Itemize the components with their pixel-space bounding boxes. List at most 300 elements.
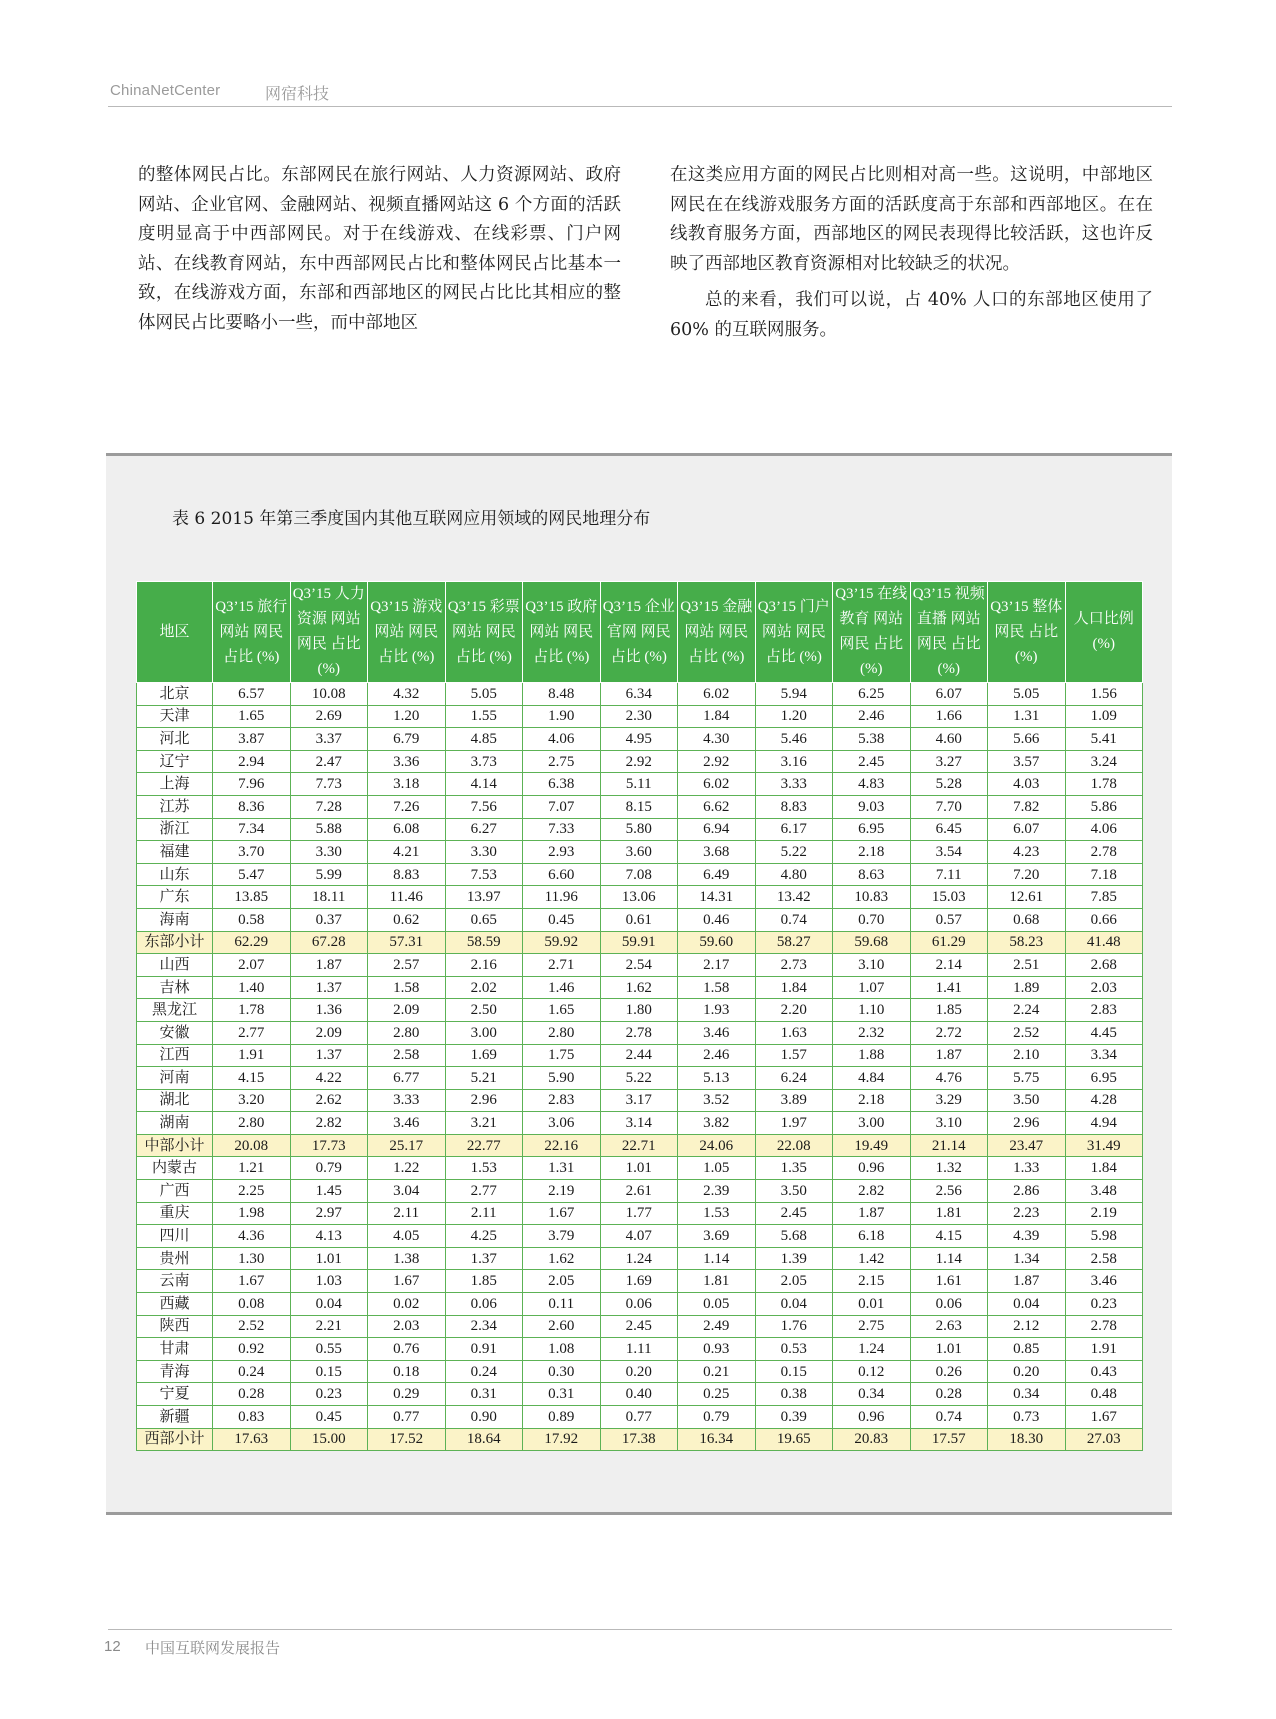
value-cell: 3.30 (445, 841, 523, 864)
table-row (137, 1157, 1143, 1180)
value-cell: 2.83 (1065, 999, 1143, 1022)
value-cell: 5.99 (290, 863, 368, 886)
value-cell: 27.03 (1065, 1428, 1143, 1451)
value-cell: 2.39 (678, 1180, 756, 1203)
value-cell: 2.15 (833, 1270, 911, 1293)
value-cell: 4.07 (600, 1225, 678, 1248)
value-cell: 3.10 (833, 954, 911, 977)
value-cell: 1.37 (445, 1247, 523, 1270)
value-cell: 0.06 (445, 1293, 523, 1316)
value-cell: 2.50 (445, 999, 523, 1022)
region-cell: 云南 (137, 1270, 213, 1293)
value-cell: 0.76 (368, 1338, 446, 1361)
header-cell: Q3’15 企业官网 网民占比 (%) (600, 582, 678, 683)
value-cell: 0.05 (678, 1293, 756, 1316)
value-cell: 17.92 (523, 1428, 601, 1451)
value-cell: 1.46 (523, 976, 601, 999)
value-cell: 0.79 (678, 1406, 756, 1429)
value-cell: 2.05 (523, 1270, 601, 1293)
value-cell: 3.70 (213, 841, 291, 864)
table-row (137, 773, 1143, 796)
value-cell: 5.22 (755, 841, 833, 864)
value-cell: 0.57 (910, 908, 988, 931)
value-cell: 4.94 (1065, 1112, 1143, 1135)
value-cell: 2.25 (213, 1180, 291, 1203)
value-cell: 0.96 (833, 1406, 911, 1429)
value-cell: 8.15 (600, 795, 678, 818)
value-cell: 1.01 (600, 1157, 678, 1180)
value-cell: 2.63 (910, 1315, 988, 1338)
value-cell: 0.55 (290, 1338, 368, 1361)
value-cell: 3.87 (213, 728, 291, 751)
value-cell: 67.28 (290, 931, 368, 954)
value-cell: 2.34 (445, 1315, 523, 1338)
value-cell: 1.30 (213, 1247, 291, 1270)
value-cell: 2.54 (600, 954, 678, 977)
value-cell: 0.15 (755, 1360, 833, 1383)
table-panel (106, 453, 1172, 1515)
value-cell: 1.69 (600, 1270, 678, 1293)
value-cell: 6.25 (833, 683, 911, 706)
value-cell: 5.38 (833, 728, 911, 751)
value-cell: 3.46 (678, 1021, 756, 1044)
value-cell: 6.38 (523, 773, 601, 796)
region-cell: 宁夏 (137, 1383, 213, 1406)
value-cell: 6.24 (755, 1067, 833, 1090)
value-cell: 18.30 (988, 1428, 1066, 1451)
value-cell: 1.62 (523, 1247, 601, 1270)
value-cell: 2.44 (600, 1044, 678, 1067)
header-cell: Q3’15 政府网站 网民占比 (%) (523, 582, 601, 683)
value-cell: 24.06 (678, 1134, 756, 1157)
value-cell: 3.37 (290, 728, 368, 751)
value-cell: 2.16 (445, 954, 523, 977)
region-cell: 辽宁 (137, 750, 213, 773)
value-cell: 4.76 (910, 1067, 988, 1090)
value-cell: 2.80 (213, 1112, 291, 1135)
value-cell: 7.70 (910, 795, 988, 818)
header-cell: Q3’15 视频直播 网站网民 占比 (%) (910, 582, 988, 683)
value-cell: 6.57 (213, 683, 291, 706)
value-cell: 0.34 (988, 1383, 1066, 1406)
table-row (137, 1247, 1143, 1270)
region-cell: 新疆 (137, 1406, 213, 1429)
value-cell: 0.45 (290, 1406, 368, 1429)
value-cell: 17.73 (290, 1134, 368, 1157)
value-cell: 5.88 (290, 818, 368, 841)
value-cell: 3.27 (910, 750, 988, 773)
value-cell: 1.84 (678, 705, 756, 728)
value-cell: 1.21 (213, 1157, 291, 1180)
value-cell: 5.41 (1065, 728, 1143, 751)
value-cell: 1.69 (445, 1044, 523, 1067)
value-cell: 19.49 (833, 1134, 911, 1157)
region-cell: 四川 (137, 1225, 213, 1248)
value-cell: 23.47 (988, 1134, 1066, 1157)
value-cell: 4.05 (368, 1225, 446, 1248)
value-cell: 0.23 (1065, 1293, 1143, 1316)
region-cell: 上海 (137, 773, 213, 796)
value-cell: 0.20 (988, 1360, 1066, 1383)
value-cell: 3.48 (1065, 1180, 1143, 1203)
value-cell: 19.65 (755, 1428, 833, 1451)
value-cell: 0.65 (445, 908, 523, 931)
value-cell: 1.58 (678, 976, 756, 999)
value-cell: 1.10 (833, 999, 911, 1022)
value-cell: 1.87 (290, 954, 368, 977)
value-cell: 3.04 (368, 1180, 446, 1203)
value-cell: 2.61 (600, 1180, 678, 1203)
table-row (137, 1338, 1143, 1361)
value-cell: 5.68 (755, 1225, 833, 1248)
value-cell: 41.48 (1065, 931, 1143, 954)
value-cell: 22.77 (445, 1134, 523, 1157)
region-cell: 贵州 (137, 1247, 213, 1270)
region-cell: 青海 (137, 1360, 213, 1383)
value-cell: 0.93 (678, 1338, 756, 1361)
table-row (137, 1044, 1143, 1067)
value-cell: 0.43 (1065, 1360, 1143, 1383)
value-cell: 8.48 (523, 683, 601, 706)
value-cell: 0.62 (368, 908, 446, 931)
value-cell: 1.67 (368, 1270, 446, 1293)
table-row (137, 976, 1143, 999)
value-cell: 2.72 (910, 1021, 988, 1044)
value-cell: 57.31 (368, 931, 446, 954)
value-cell: 3.29 (910, 1089, 988, 1112)
value-cell: 5.05 (445, 683, 523, 706)
body-column-right (670, 161, 1153, 345)
value-cell: 7.18 (1065, 863, 1143, 886)
value-cell: 21.14 (910, 1134, 988, 1157)
value-cell: 2.86 (988, 1180, 1066, 1203)
value-cell: 1.01 (290, 1247, 368, 1270)
table-row (137, 1112, 1143, 1135)
value-cell: 1.67 (523, 1202, 601, 1225)
header-cell: 人口比例 (%) (1065, 582, 1143, 683)
table-row (137, 1360, 1143, 1383)
value-cell: 6.07 (910, 683, 988, 706)
value-cell: 3.52 (678, 1089, 756, 1112)
value-cell: 3.33 (755, 773, 833, 796)
value-cell: 0.29 (368, 1383, 446, 1406)
value-cell: 2.14 (910, 954, 988, 977)
value-cell: 0.02 (368, 1293, 446, 1316)
table-row (137, 1383, 1143, 1406)
value-cell: 1.91 (213, 1044, 291, 1067)
value-cell: 1.87 (988, 1270, 1066, 1293)
table-row (137, 1202, 1143, 1225)
value-cell: 17.63 (213, 1428, 291, 1451)
body-paragraph: 在这类应用方面的网民占比则相对高一些。这说明，中部地区网民在在线游戏服务方面的活跃度高于东部和西部地区。在在线教育服务方面，西部地区的网民表现得比较活跃，这也许反映了西部地区教育资源相对比较缺乏的状况。 (670, 165, 1153, 274)
value-cell: 2.77 (445, 1180, 523, 1203)
region-cell: 山西 (137, 954, 213, 977)
value-cell: 31.49 (1065, 1134, 1143, 1157)
region-cell: 中部小计 (137, 1134, 213, 1157)
region-cell: 吉林 (137, 976, 213, 999)
value-cell: 2.19 (1065, 1202, 1143, 1225)
region-cell: 东部小计 (137, 931, 213, 954)
value-cell: 0.73 (988, 1406, 1066, 1429)
value-cell: 1.22 (368, 1157, 446, 1180)
value-cell: 8.63 (833, 863, 911, 886)
value-cell: 4.06 (523, 728, 601, 751)
value-cell: 0.79 (290, 1157, 368, 1180)
brand-name: ChinaNetCenter (110, 82, 221, 99)
value-cell: 5.86 (1065, 795, 1143, 818)
value-cell: 1.84 (755, 976, 833, 999)
value-cell: 1.36 (290, 999, 368, 1022)
value-cell: 2.03 (1065, 976, 1143, 999)
value-cell: 13.97 (445, 886, 523, 909)
value-cell: 2.49 (678, 1315, 756, 1338)
value-cell: 3.57 (988, 750, 1066, 773)
value-cell: 1.53 (445, 1157, 523, 1180)
region-cell: 内蒙古 (137, 1157, 213, 1180)
value-cell: 59.92 (523, 931, 601, 954)
value-cell: 1.61 (910, 1270, 988, 1293)
header-cell: Q3’15 人力资源 网站网民 占比 (%) (290, 582, 368, 683)
region-cell: 黑龙江 (137, 999, 213, 1022)
value-cell: 4.14 (445, 773, 523, 796)
table-row (137, 683, 1143, 706)
value-cell: 6.18 (833, 1225, 911, 1248)
value-cell: 0.77 (368, 1406, 446, 1429)
value-cell: 0.30 (523, 1360, 601, 1383)
data-table (136, 581, 1143, 1451)
value-cell: 6.79 (368, 728, 446, 751)
value-cell: 1.53 (678, 1202, 756, 1225)
table-row (137, 1225, 1143, 1248)
value-cell: 0.58 (213, 908, 291, 931)
value-cell: 59.91 (600, 931, 678, 954)
value-cell: 0.38 (755, 1383, 833, 1406)
value-cell: 6.77 (368, 1067, 446, 1090)
value-cell: 1.01 (910, 1338, 988, 1361)
value-cell: 1.76 (755, 1315, 833, 1338)
value-cell: 2.83 (523, 1089, 601, 1112)
value-cell: 1.31 (988, 705, 1066, 728)
value-cell: 3.21 (445, 1112, 523, 1135)
value-cell: 0.74 (910, 1406, 988, 1429)
value-cell: 0.96 (833, 1157, 911, 1180)
value-cell: 2.96 (988, 1112, 1066, 1135)
value-cell: 7.11 (910, 863, 988, 886)
value-cell: 4.15 (910, 1225, 988, 1248)
value-cell: 7.08 (600, 863, 678, 886)
region-cell: 陕西 (137, 1315, 213, 1338)
table-body (137, 683, 1143, 1451)
value-cell: 18.64 (445, 1428, 523, 1451)
value-cell: 6.07 (988, 818, 1066, 841)
value-cell: 0.66 (1065, 908, 1143, 931)
value-cell: 0.28 (910, 1383, 988, 1406)
value-cell: 5.22 (600, 1067, 678, 1090)
value-cell: 13.42 (755, 886, 833, 909)
value-cell: 0.70 (833, 908, 911, 931)
table-row (137, 705, 1143, 728)
value-cell: 2.82 (833, 1180, 911, 1203)
value-cell: 8.83 (368, 863, 446, 886)
table-row (137, 795, 1143, 818)
page-footer (104, 1629, 1172, 1657)
value-cell: 25.17 (368, 1134, 446, 1157)
value-cell: 2.52 (213, 1315, 291, 1338)
value-cell: 22.71 (600, 1134, 678, 1157)
table-row (137, 954, 1143, 977)
value-cell: 6.95 (1065, 1067, 1143, 1090)
value-cell: 2.46 (833, 705, 911, 728)
value-cell: 1.33 (988, 1157, 1066, 1180)
value-cell: 0.37 (290, 908, 368, 931)
region-cell: 海南 (137, 908, 213, 931)
value-cell: 0.06 (600, 1293, 678, 1316)
value-cell: 10.83 (833, 886, 911, 909)
value-cell: 3.00 (833, 1112, 911, 1135)
value-cell: 0.24 (445, 1360, 523, 1383)
value-cell: 6.34 (600, 683, 678, 706)
value-cell: 7.26 (368, 795, 446, 818)
value-cell: 2.92 (600, 750, 678, 773)
header-cell: Q3’15 游戏网站 网民占比 (%) (368, 582, 446, 683)
value-cell: 2.18 (833, 1089, 911, 1112)
value-cell: 18.11 (290, 886, 368, 909)
value-cell: 0.34 (833, 1383, 911, 1406)
value-cell: 3.50 (988, 1089, 1066, 1112)
header-cell: Q3’15 彩票网站 网民占比 (%) (445, 582, 523, 683)
value-cell: 1.24 (600, 1247, 678, 1270)
value-cell: 2.68 (1065, 954, 1143, 977)
value-cell: 5.47 (213, 863, 291, 886)
value-cell: 2.09 (368, 999, 446, 1022)
value-cell: 1.67 (213, 1270, 291, 1293)
region-cell: 甘肃 (137, 1338, 213, 1361)
value-cell: 6.95 (833, 818, 911, 841)
value-cell: 1.55 (445, 705, 523, 728)
value-cell: 22.16 (523, 1134, 601, 1157)
value-cell: 3.10 (910, 1112, 988, 1135)
value-cell: 2.18 (833, 841, 911, 864)
value-cell: 1.87 (910, 1044, 988, 1067)
value-cell: 7.07 (523, 795, 601, 818)
value-cell: 2.82 (290, 1112, 368, 1135)
value-cell: 1.32 (910, 1157, 988, 1180)
value-cell: 2.20 (755, 999, 833, 1022)
value-cell: 2.05 (755, 1270, 833, 1293)
value-cell: 1.05 (678, 1157, 756, 1180)
brand-name-cn: 网宿科技 (265, 86, 330, 103)
table-row (137, 1293, 1143, 1316)
value-cell: 2.17 (678, 954, 756, 977)
value-cell: 7.20 (988, 863, 1066, 886)
value-cell: 4.13 (290, 1225, 368, 1248)
value-cell: 0.91 (445, 1338, 523, 1361)
value-cell: 4.84 (833, 1067, 911, 1090)
value-cell: 2.77 (213, 1021, 291, 1044)
subtotal-row (137, 931, 1143, 954)
value-cell: 3.18 (368, 773, 446, 796)
value-cell: 1.65 (523, 999, 601, 1022)
value-cell: 1.84 (1065, 1157, 1143, 1180)
value-cell: 5.90 (523, 1067, 601, 1090)
value-cell: 2.45 (600, 1315, 678, 1338)
value-cell: 2.12 (988, 1315, 1066, 1338)
value-cell: 0.45 (523, 908, 601, 931)
value-cell: 0.04 (290, 1293, 368, 1316)
value-cell: 13.06 (600, 886, 678, 909)
region-cell: 山东 (137, 863, 213, 886)
value-cell: 7.73 (290, 773, 368, 796)
value-cell: 2.45 (755, 1202, 833, 1225)
value-cell: 2.78 (1065, 841, 1143, 864)
table-row (137, 1067, 1143, 1090)
table-row (137, 1406, 1143, 1429)
value-cell: 2.07 (213, 954, 291, 977)
value-cell: 5.98 (1065, 1225, 1143, 1248)
value-cell: 3.69 (678, 1225, 756, 1248)
value-cell: 62.29 (213, 931, 291, 954)
value-cell: 2.02 (445, 976, 523, 999)
value-cell: 2.56 (910, 1180, 988, 1203)
value-cell: 17.57 (910, 1428, 988, 1451)
value-cell: 5.94 (755, 683, 833, 706)
value-cell: 4.28 (1065, 1089, 1143, 1112)
value-cell: 1.14 (910, 1247, 988, 1270)
region-cell: 西部小计 (137, 1428, 213, 1451)
value-cell: 1.65 (213, 705, 291, 728)
value-cell: 2.69 (290, 705, 368, 728)
value-cell: 5.46 (755, 728, 833, 751)
value-cell: 1.41 (910, 976, 988, 999)
value-cell: 1.39 (755, 1247, 833, 1270)
value-cell: 0.04 (988, 1293, 1066, 1316)
table-row (137, 841, 1143, 864)
value-cell: 3.14 (600, 1112, 678, 1135)
value-cell: 0.48 (1065, 1383, 1143, 1406)
value-cell: 0.85 (988, 1338, 1066, 1361)
value-cell: 1.34 (988, 1247, 1066, 1270)
value-cell: 3.79 (523, 1225, 601, 1248)
table-row (137, 863, 1143, 886)
region-cell: 西藏 (137, 1293, 213, 1316)
value-cell: 1.81 (678, 1270, 756, 1293)
value-cell: 2.60 (523, 1315, 601, 1338)
value-cell: 4.36 (213, 1225, 291, 1248)
value-cell: 6.94 (678, 818, 756, 841)
value-cell: 2.23 (988, 1202, 1066, 1225)
value-cell: 8.36 (213, 795, 291, 818)
value-cell: 2.52 (988, 1021, 1066, 1044)
value-cell: 1.90 (523, 705, 601, 728)
value-cell: 2.45 (833, 750, 911, 773)
region-cell: 江西 (137, 1044, 213, 1067)
value-cell: 1.38 (368, 1247, 446, 1270)
value-cell: 59.68 (833, 931, 911, 954)
value-cell: 2.47 (290, 750, 368, 773)
value-cell: 2.58 (368, 1044, 446, 1067)
value-cell: 1.66 (910, 705, 988, 728)
value-cell: 0.28 (213, 1383, 291, 1406)
value-cell: 0.18 (368, 1360, 446, 1383)
value-cell: 1.85 (445, 1270, 523, 1293)
table-row (137, 1089, 1143, 1112)
value-cell: 1.20 (755, 705, 833, 728)
table-row (137, 1180, 1143, 1203)
value-cell: 6.62 (678, 795, 756, 818)
header-cell-region: 地区 (137, 582, 213, 683)
value-cell: 1.07 (833, 976, 911, 999)
value-cell: 3.34 (1065, 1044, 1143, 1067)
